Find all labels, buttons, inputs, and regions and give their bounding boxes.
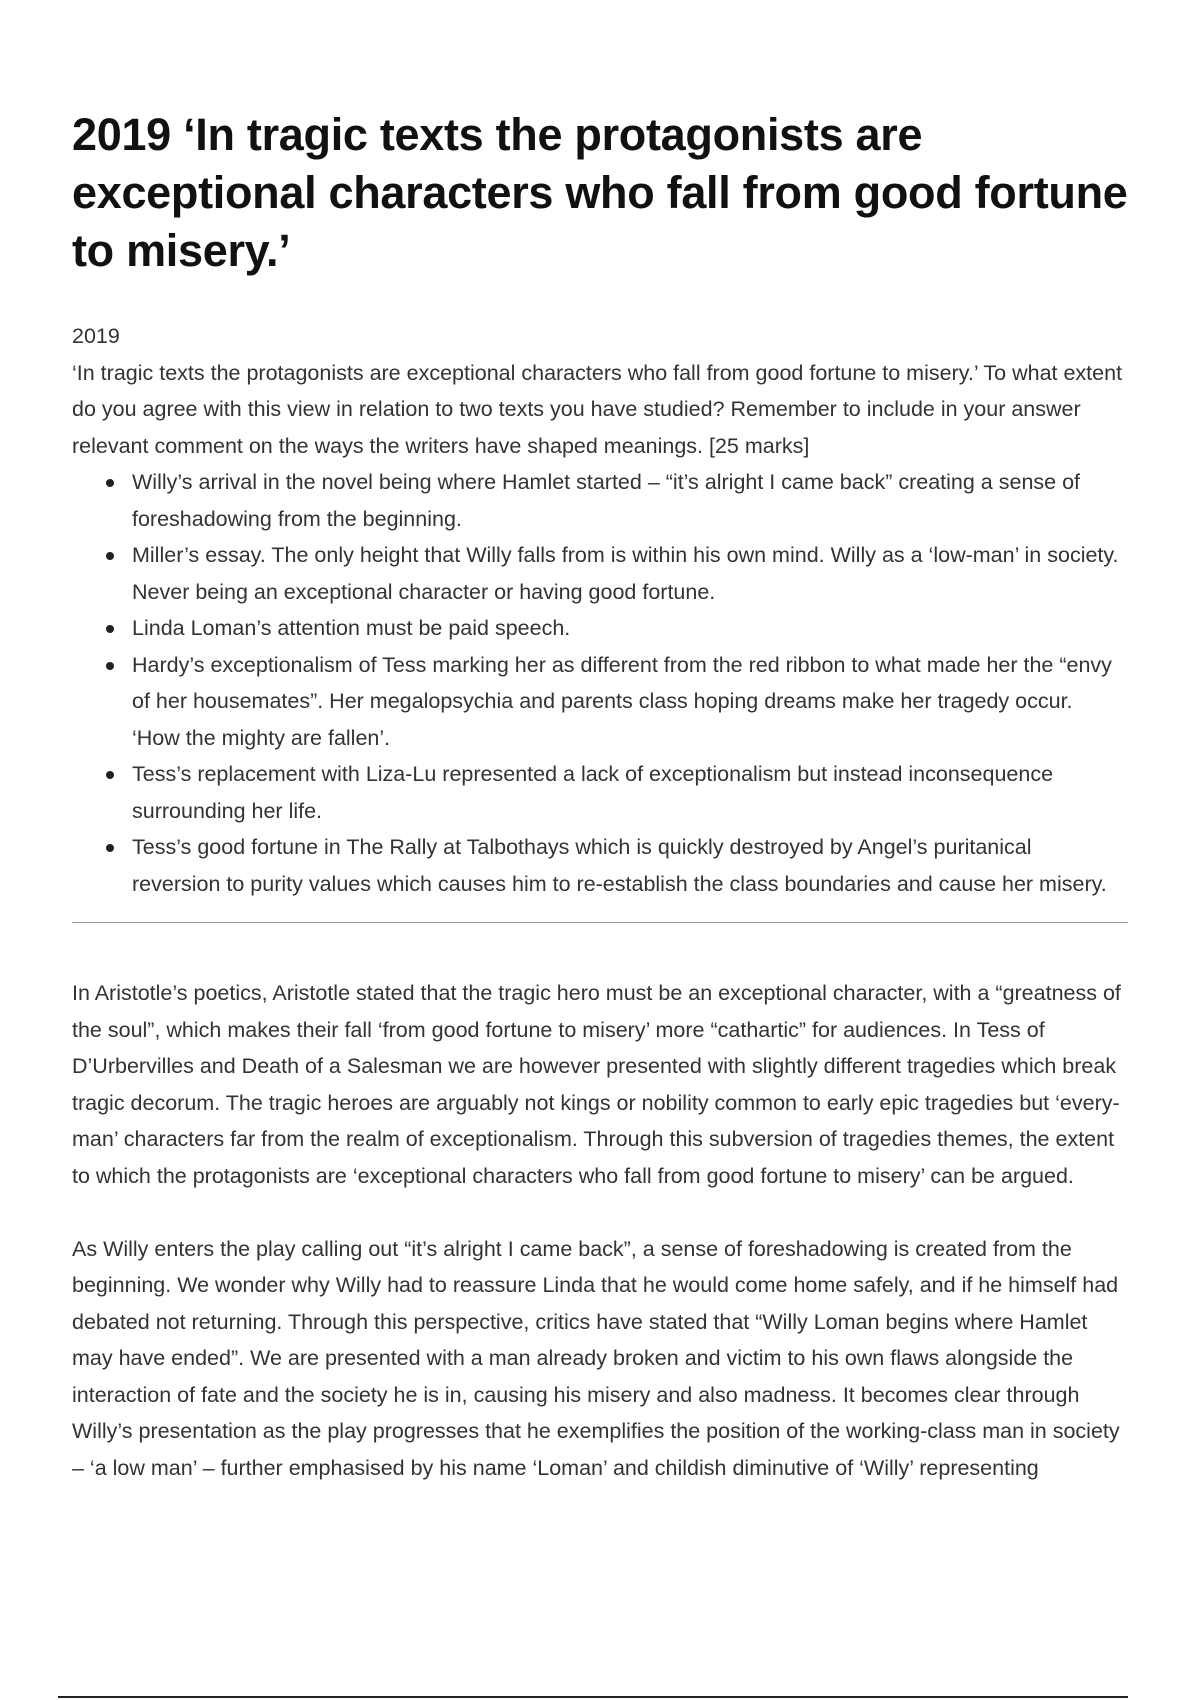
essay-prompt	[72, 318, 1128, 464]
page-bottom-rule	[58, 1696, 1128, 1698]
bullet-icon	[106, 625, 114, 633]
essay-body	[72, 975, 1128, 1486]
bullet-icon	[106, 662, 114, 670]
bullet-icon	[106, 552, 114, 560]
note-text: Miller’s essay. The only height that Willy falls from is within his own mind. Willy as a ‘low-man’ in society. Never being an exceptional character or having good fortune.	[132, 543, 1119, 604]
note-text: Linda Loman’s attention must be paid speech.	[132, 616, 571, 640]
list-item	[132, 647, 1128, 757]
note-text: Hardy’s exceptionalism of Tess marking her as different from the red ribbon to what made her the “envy of her housemates”. Her megalopsychia and parents class hoping dreams make her tragedy occur. ‘How the mighty are fallen’.	[132, 652, 1112, 750]
document-page	[72, 106, 1128, 1486]
essay-paragraph-willy: As Willy enters the play calling out “it’s alright I came back”, a sense of foreshadowing is created from the beginning. We wonder why Willy had to reassure Linda that he would come home safely, and if he himself had debated not returning. Through this perspective, critics have stated that “Willy Loman begins where Hamlet may have ended”. We are presented with a man already broken and victim to his own flaws alongside the interaction of fate and the society he is in, causing his misery and also madness. It becomes clear through Willy’s presentation as the play progresses that he exemplifies the position of the working-class man in society – ‘a low man’ – further emphasised by his name ‘Loman’ and childish diminutive of ‘Willy’ representing	[72, 1236, 1120, 1480]
list-item	[132, 464, 1128, 537]
note-text: Tess’s good fortune in The Rally at Talbothays which is quickly destroyed by Angel’s puritanical reversion to purity values which causes him to re-establish the class boundaries and cause her misery.	[132, 835, 1107, 896]
list-item	[132, 829, 1128, 902]
note-text: Tess’s replacement with Liza-Lu represented a lack of exceptionalism but instead inconsequence surrounding her life.	[132, 762, 1054, 823]
bullet-icon	[106, 844, 114, 852]
list-item	[132, 756, 1128, 829]
essay-paragraph-intro: In Aristotle’s poetics, Aristotle stated that the tragic hero must be an exceptional character, with a “greatness of the soul”, which makes their fall ‘from good fortune to misery’ more “cathartic” for audiences. In Tess of D’Urbervilles and Death of a Salesman we are however presented with slightly different tragedies which break tragic decorum. The tragic heroes are arguably not kings or nobility common to early epic tragedies but ‘every-man’ characters far from the realm of exceptionalism. Through this subversion of tragedies themes, the extent to which the protagonists are ‘exceptional characters who fall from good fortune to misery’ can be argued.	[72, 981, 1121, 1188]
prompt-question: ‘In tragic texts the protagonists are exceptional characters who fall from good fortune to misery.’ To what extent do you agree with this view in relation to two texts you have studied? Remember to include in your answer relevant comment on the ways the writers have shaped meanings. [25 marks]	[72, 360, 1123, 458]
section-divider	[72, 922, 1128, 923]
note-text: Willy’s arrival in the novel being where Hamlet started – “it’s alright I came back” creating a sense of foreshadowing from the beginning.	[132, 470, 1081, 531]
prompt-year: 2019	[72, 324, 120, 348]
page-title: 2019 ‘In tragic texts the protagonists are exceptional characters who fall from good fortune to misery.’	[72, 109, 1128, 276]
list-item	[132, 537, 1128, 610]
plan-notes-list	[72, 464, 1128, 902]
bullet-icon	[106, 771, 114, 779]
bullet-icon	[106, 479, 114, 487]
list-item	[132, 610, 1128, 647]
